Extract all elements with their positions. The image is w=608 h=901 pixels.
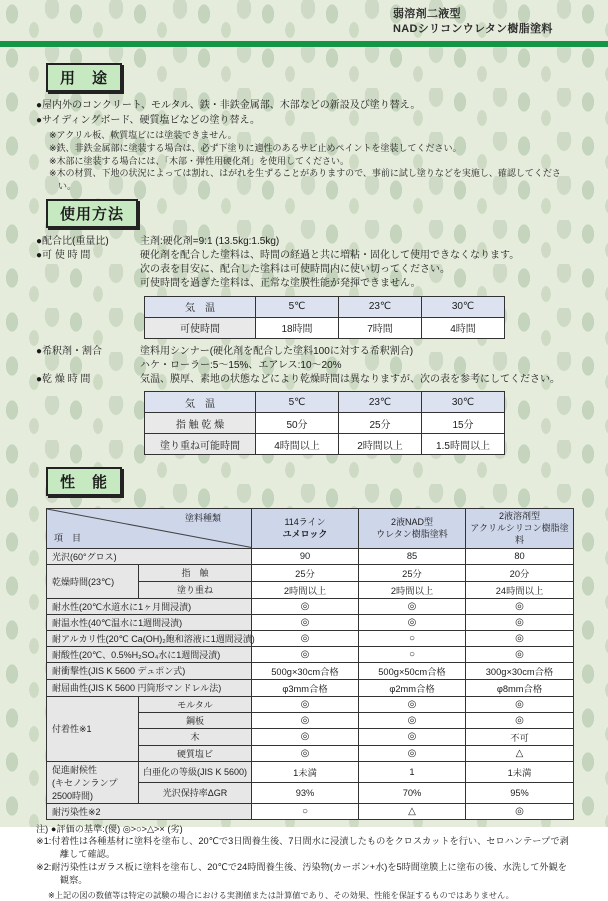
usage-pot-label: ●可 使 時 間 [36, 250, 91, 262]
content-area [36, 57, 574, 901]
column-header-line: ユメロック [282, 529, 328, 540]
perf-cell: △ [466, 745, 574, 761]
perf-cell: 80 [466, 548, 574, 564]
uses-note: ※木の材質、下地の状況によっては割れ、はがれを生ずることがありますので、事前に試し塗りなどを実施し、確認してください。 [49, 168, 561, 192]
table-row [47, 564, 574, 581]
pot-table-row-label: 可使時間 [145, 317, 256, 338]
table-row [47, 598, 574, 614]
perf-sub-label: 木 [139, 728, 252, 745]
usage-thinner-label: ●希釈剤・割合 [36, 345, 103, 357]
usage-pot-line: 硬化剤を配合した塗料は、時間の経過と共に増粘・固化して使用できなくなります。 [140, 250, 520, 262]
dry-table-header: 23℃ [339, 392, 422, 413]
performance-column-header [359, 509, 466, 548]
perf-cell: 95% [466, 783, 574, 803]
usage-pot-life [36, 249, 574, 292]
perf-cell: 70% [359, 783, 466, 803]
perf-cell: ◎ [252, 745, 359, 761]
perf-sub-label: 光沢保持率ΔGR [139, 783, 252, 803]
group-label-line: 促進耐候性 [52, 764, 98, 775]
corner-label-item: 項 目 [54, 533, 82, 544]
perf-cell: ◎ [252, 598, 359, 614]
group-label-line: (キセノンランプ2500時間) [52, 777, 118, 801]
perf-cell: ◎ [466, 803, 574, 819]
perf-sub-label: 塗り重ね [139, 581, 252, 598]
table-row [145, 413, 505, 434]
column-header-line: ウレタン樹脂塗料 [376, 529, 448, 540]
perf-group-label [47, 761, 139, 803]
usage-pot-text [140, 249, 574, 292]
dry-table-header: 気 温 [145, 392, 256, 413]
column-header-line: 2液溶剤型 [498, 511, 540, 522]
perf-cell: ◎ [252, 630, 359, 646]
perf-cell: ◎ [359, 598, 466, 614]
perf-cell: 90 [252, 548, 359, 564]
perf-cell: ◎ [252, 728, 359, 745]
usage-pot-line: 可使時間を過ぎた塗料は、正常な塗膜性能が発揮できません。 [140, 278, 421, 290]
perf-cell: △ [359, 803, 466, 819]
perf-cell: 500g×50cm合格 [359, 662, 466, 679]
section-title-performance: 性 能 [46, 467, 122, 496]
perf-cell: ◎ [359, 728, 466, 745]
usage-dry-time [36, 373, 574, 387]
perf-cell: ○ [252, 803, 359, 819]
perf-group-label: 乾燥時間(23℃) [47, 564, 139, 598]
dry-table-cell: 4時間以上 [256, 434, 339, 455]
perf-cell: ◎ [252, 712, 359, 728]
dry-table-row-label: 塗り重ね可能時間 [145, 434, 256, 455]
pot-table-header: 5℃ [256, 296, 339, 317]
perf-cell: 1未満 [466, 761, 574, 783]
usage-mix-label: ●配合比(重量比) [36, 235, 109, 247]
perf-sub-label: モルタル [139, 696, 252, 712]
performance-table [46, 508, 574, 819]
table-row [47, 696, 574, 712]
usage-mix-ratio [36, 235, 574, 249]
table-row [47, 548, 574, 564]
pot-table-cell: 18時間 [256, 317, 339, 338]
perf-cell: ○ [359, 646, 466, 662]
perf-cell: ◎ [466, 646, 574, 662]
product-title-line2: NADシリコンウレタン樹脂塗料 [393, 23, 553, 36]
perf-cell: ◎ [466, 696, 574, 712]
perf-cell: 20分 [466, 564, 574, 581]
dry-table-cell: 50分 [256, 413, 339, 434]
table-row [145, 317, 505, 338]
dry-table-header: 5℃ [256, 392, 339, 413]
pot-life-table [144, 296, 505, 339]
uses-bullet: ●屋内外のコンクリート、モルタル、鉄・非鉄金属部、木部などの新設及び塗り替え。 [36, 100, 421, 111]
perf-cell: ◎ [359, 745, 466, 761]
performance-notes [36, 823, 574, 887]
perf-row-label: 耐酸性(20℃、0.5%H₂SO₄水に1週間浸漬) [47, 646, 252, 662]
perf-cell: 25分 [252, 564, 359, 581]
usage-dry-text [140, 373, 574, 387]
perf-cell: ◎ [466, 598, 574, 614]
usage-thinner [36, 345, 574, 373]
perf-cell: 300g×30cm合格 [466, 662, 574, 679]
dry-table-cell: 25分 [339, 413, 422, 434]
perf-row-label: 耐衝撃性(JIS K 5600 デュポン式) [47, 662, 252, 679]
perf-row-label: 耐温水性(40℃温水に1週間浸漬) [47, 614, 252, 630]
dry-table-cell: 2時間以上 [339, 434, 422, 455]
table-row [47, 803, 574, 819]
perf-cell: 2時間以上 [252, 581, 359, 598]
uses-note: ※木部に塗装する場合には、「木部・弾性用硬化剤」を使用してください。 [49, 155, 350, 166]
table-row [47, 761, 574, 783]
section-title-usage: 使用方法 [46, 199, 138, 228]
green-accent-bar [0, 41, 608, 47]
perf-row-label: 耐屈曲性(JIS K 5600 円筒形マンドレル法) [47, 679, 252, 696]
column-header-line: アクリルシリコン樹脂塗料 [470, 523, 569, 546]
product-title [393, 7, 553, 38]
perf-cell: ○ [359, 630, 466, 646]
pot-table-cell: 7時間 [339, 317, 422, 338]
perf-cell: ◎ [466, 614, 574, 630]
table-row [47, 630, 574, 646]
perf-cell: φ2mm合格 [359, 679, 466, 696]
table-row [47, 662, 574, 679]
perf-row-label: 耐水性(20℃水道水に1ヶ月間浸漬) [47, 598, 252, 614]
perf-cell: 24時間以上 [466, 581, 574, 598]
performance-note: 注) ●評価の基準:(優) ◎>○>△>× (劣) [36, 823, 183, 834]
pot-table-header: 23℃ [339, 296, 422, 317]
perf-row-label: 耐汚染性※2 [47, 803, 252, 819]
section-title-uses: 用 途 [46, 63, 122, 92]
performance-column-header [252, 509, 359, 548]
uses-bullets [36, 99, 574, 128]
perf-sub-label: 硬質塩ビ [139, 745, 252, 761]
table-row [145, 296, 505, 317]
performance-note: ※2:耐汚染性はガラス板に塗料を塗布し、20℃で24時間養生後、汚染物(カーボン+水)を5時間塗膜上に塗布の後、水洗して外観を観察。 [36, 862, 567, 886]
performance-note: ※1:付着性は各種基材に塗料を塗布し、20℃で3日間養生後、7日間水に浸漬したものをクロスカットを行い、セロハンテープで剥離して確認。 [36, 836, 569, 860]
perf-cell: 1 [359, 761, 466, 783]
table-row [47, 614, 574, 630]
perf-cell: φ3mm合格 [252, 679, 359, 696]
table-row [47, 679, 574, 696]
pot-table-header: 気 温 [145, 296, 256, 317]
perf-sub-label: 白亜化の等級(JIS K 5600) [139, 761, 252, 783]
perf-row-label: 光沢(60°グロス) [47, 548, 252, 564]
perf-cell: ◎ [359, 696, 466, 712]
usage-dry-label: ●乾 燥 時 間 [36, 373, 91, 385]
dry-table-cell: 15分 [422, 413, 505, 434]
table-row [47, 509, 574, 548]
column-header-line: 114ライン [284, 517, 326, 528]
perf-cell: 85 [359, 548, 466, 564]
uses-bullet: ●サイディングボード、硬質塩ビなどの塗り替え。 [36, 114, 261, 126]
dry-table-cell: 1.5時間以上 [422, 434, 505, 455]
usage-pot-line: 次の表を目安に、配合した塗料は可使時間内に使い切ってください。 [140, 264, 450, 276]
dry-table-row-label: 指 触 乾 燥 [145, 413, 256, 434]
perf-cell: ◎ [252, 614, 359, 630]
disclaimer-footer: ※上記の図の数値等は特定の試験の場合における実測値または計算値であり、その効果、性能を保証するものではありません。 [48, 890, 514, 900]
table-row [145, 392, 505, 413]
perf-cell: φ8mm合格 [466, 679, 574, 696]
uses-note: ※アクリル板、軟質塩ビには塗装できません。 [49, 130, 237, 140]
performance-corner-cell [47, 509, 252, 548]
uses-note: ※鉄、非鉄金属部に塗装する場合は、必ず下塗りに適性のあるサビ止めペイントを塗装してください。 [49, 142, 462, 153]
perf-cell: 93% [252, 783, 359, 803]
perf-cell: 1未満 [252, 761, 359, 783]
usage-thinner-text [140, 345, 574, 373]
perf-cell: 2時間以上 [359, 581, 466, 598]
corner-label-paint-type: 塗料種類 [184, 513, 221, 524]
pot-table-header: 30℃ [422, 296, 505, 317]
uses-notes [36, 129, 574, 193]
perf-cell: ◎ [359, 712, 466, 728]
table-row [47, 646, 574, 662]
dry-table-header: 30℃ [422, 392, 505, 413]
perf-cell: ◎ [252, 696, 359, 712]
perf-sub-label: 指 触 [139, 564, 252, 581]
perf-cell: 不可 [466, 728, 574, 745]
dry-time-table [144, 391, 505, 455]
usage-mix-value: 主剤:硬化剤=9:1 (13.5kg:1.5kg) [140, 235, 280, 247]
performance-column-header [466, 509, 574, 548]
usage-thinner-line: 塗料用シンナー(硬化剤を配合した塗料100に対する希釈割合) [140, 345, 414, 357]
perf-cell: ◎ [466, 712, 574, 728]
usage-dry-line: 気温、膜厚、素地の状態などにより乾燥時間は異なりますが、次の表を参考にしてください。 [140, 373, 560, 385]
perf-sub-label: 鋼板 [139, 712, 252, 728]
perf-group-label: 付着性※1 [47, 696, 139, 761]
perf-cell: ◎ [359, 614, 466, 630]
perf-cell: ◎ [466, 630, 574, 646]
usage-thinner-line: ハケ・ローラー:5〜15%、エアレス:10〜20% [140, 359, 342, 371]
perf-cell: ◎ [252, 646, 359, 662]
perf-cell: 25分 [359, 564, 466, 581]
pot-table-cell: 4時間 [422, 317, 505, 338]
column-header-line: 2液NAD型 [390, 517, 433, 528]
perf-row-label: 耐アルカリ性(20℃ Ca(OH)₂飽和溶液に1週間浸漬) [47, 630, 252, 646]
perf-cell: 500g×30cm合格 [252, 662, 359, 679]
product-title-line1: 弱溶剤二液型 [393, 8, 461, 20]
table-row [145, 434, 505, 455]
